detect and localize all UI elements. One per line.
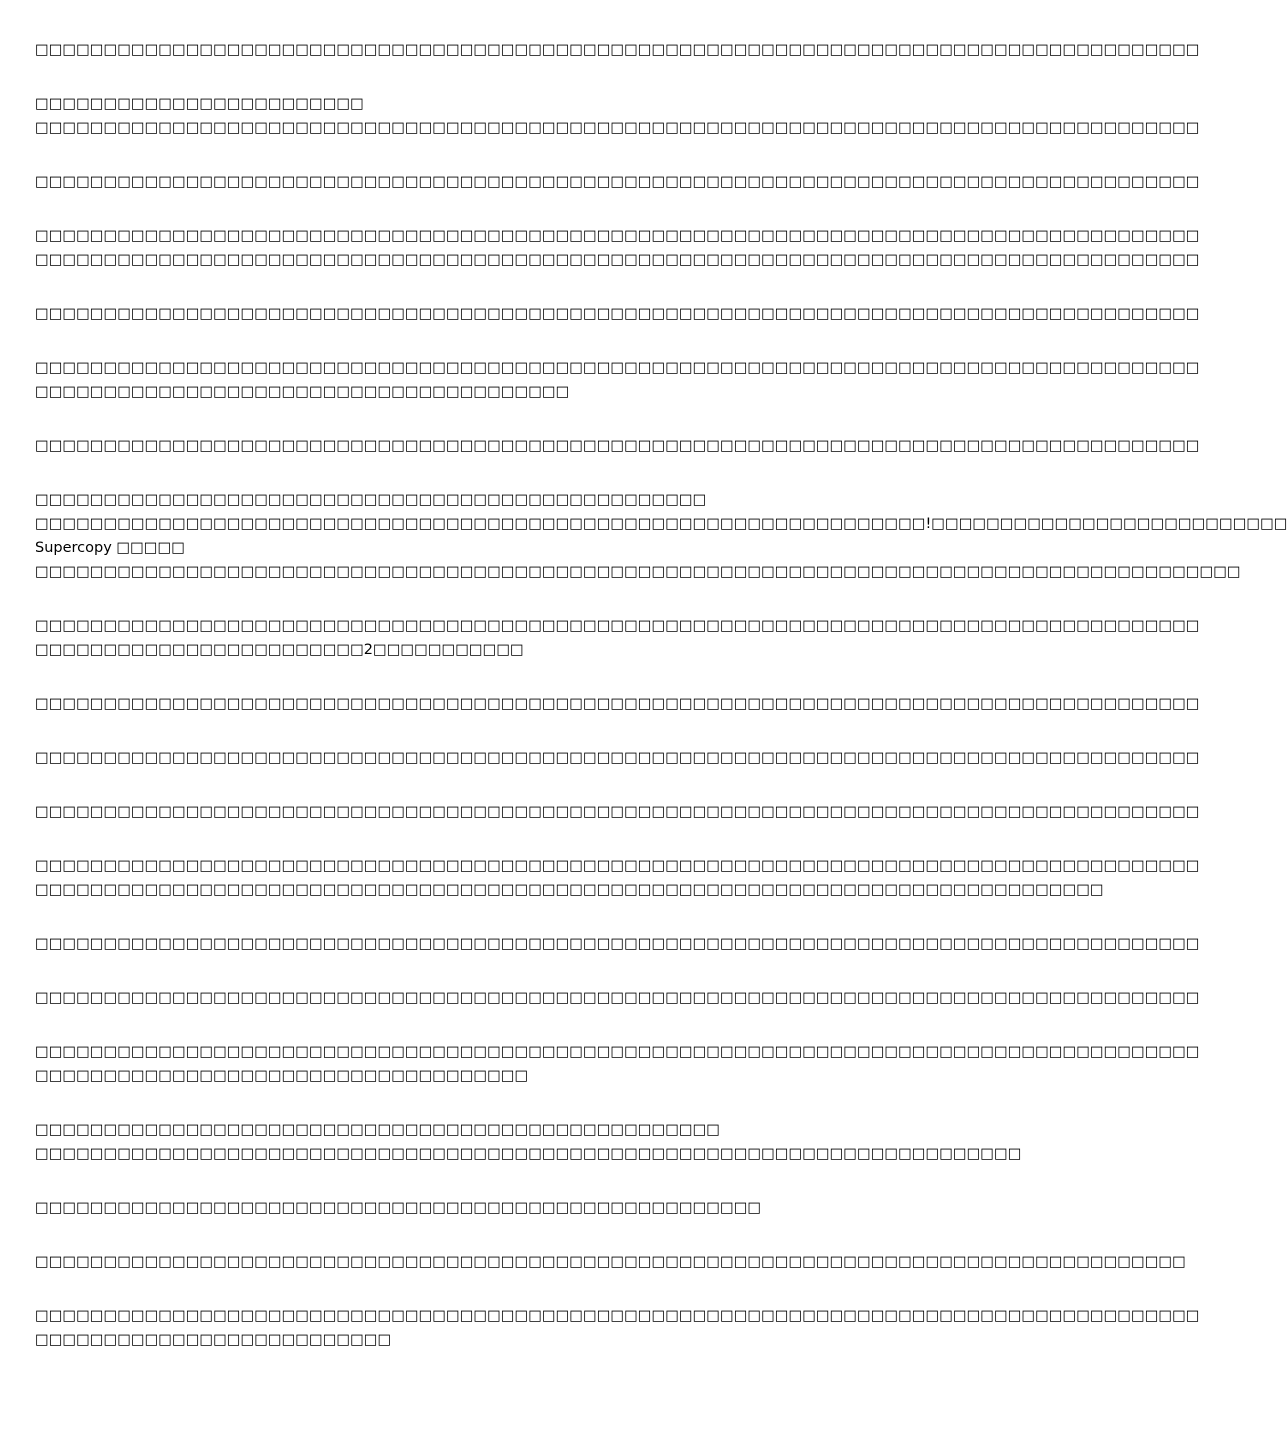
text-line: □□□□□□□□□□□□□□□□□□□□□□□□□□□□□□□□□□□□□□□ <box>35 384 570 400</box>
paragraph <box>35 746 1200 770</box>
text-line: □□□□□□□□□□□□□□□□□□□□□□□□□□□□□□□□□□□□□□□□□□□□□□□□□□□□□□□□□□□□□□□□□□□□□□□□□□□□□□□□□□□□□ <box>35 120 1200 136</box>
text-line: □□□□□□□□□□□□□□□□□□□□□□□□□□□□□□□□□□□□□□□□□□□□□□□□□□□□□□□□□□□□□□□□□□□□□□□□□□□□□□□□□□□□□ <box>35 252 1200 268</box>
text-line: □□□□□□□□□□□□□□□□□□□□□□□□□□□□□□□□□□□□□□□□□□□□□□□□□□□□□□□□□□□□□□□□□□□□□□□□□□□□□□□□□□□□□ <box>35 858 1200 874</box>
text-line: □□□□□□□□□□□□□□□□□□□□□□□□□□□□□□□□□□□□□□□□□□□□□□□□□ <box>35 492 707 508</box>
text-line: □□□□□□□□□□□□□□□□□□□□□□□□□□□□□□□□□□□□□□□□□□□□□□□□□□□□□□□□□□□□□□□□□□□□□□□□□□□□□□□□□□□□□ <box>35 750 1200 766</box>
text-line: □□□□□□□□□□□□□□□□□□□□□□□□□□□□□□□□□□□□□□□□□□□□□□□□□□□□□□□□□□□□□□□□□□□□□□□□□□□□□□□□□□□□□ <box>35 42 1200 58</box>
text-line: □□□□□□□□□□□□□□□□□□□□□□□□□□□□□□□□□□□□□□□□□□□□□□□□□□□□□□□□□□□□□□□□□□□□□□□□□□□□□□□□□□□□□ <box>35 360 1200 376</box>
paragraph <box>35 1304 1200 1352</box>
paragraph <box>35 302 1200 326</box>
text-line: □□□□□□□□□□□□□□□□□□□□□□□□□□□□□□□□□□□□□□□□□□□□□□□□□□□□□□□□□□□□□□□□□□□□□□□□ <box>35 1146 1022 1162</box>
paragraph <box>35 986 1200 1010</box>
text-line: □□□□□□□□□□□□□□□□□□□□□□□□□□□□□□□□□□□□□□□□□□□□□□□□□□□□□□□□□□□□□□□□□□□□□□□□□□□□□□□□□□□□□ <box>35 936 1200 952</box>
paragraph <box>35 488 1288 584</box>
text-line: □□□□□□□□□□□□□□□□□□□□□□□□□□□□□□□□□□□□□□□□□□□□□□□□□□□□□□□□□□□□□□□□□□□□□□□□□□□□□□□□□□□□□ <box>35 1308 1200 1324</box>
text-line: □□□□□□□□□□□□□□□□□□□□□□□□□□□□□□□□□□□□□□□□□□□□□□□□□□□□□□□□□□□□□□□□□□□□□□□□□□□□□□□□□□□□ <box>35 1254 1186 1270</box>
text-line: □□□□□□□□□□□□□□□□□□□□□□□□□□□□□□□□□□□□□□□□□□□□□□□□□□□□□□□□□□□□□□□□□□□□□□□□□□□□□□□□□□□□□□□□ <box>35 564 1241 580</box>
text-line: □□□□□□□□□□□□□□□□□□□□□□□□2□□□□□□□□□□□ <box>35 642 524 658</box>
paragraph <box>35 1040 1200 1088</box>
text-line: □□□□□□□□□□□□□□□□□□□□□□□□□□□□□□□□□□□□□□□□□□□□□□□□□□□□□□□□□□□□□□□□□!□□□□□□□□□□□□□□□□□□□□□□□□□□ <box>35 516 1288 532</box>
text-line: □□□□□□□□□□□□□□□□□□□□□□□□□□□□□□□□□□□□□□□□□□□□□□□□□□□□□ <box>35 1200 762 1216</box>
text-line: □□□□□□□□□□□□□□□□□□□□□□□□□□□□□□□□□□□□□□□□□□□□□□□□□□□□□□□□□□□□□□□□□□□□□□□□□□□□□□□□□□□□□ <box>35 174 1200 190</box>
text-line: □□□□□□□□□□□□□□□□□□□□□□□□□□□□□□□□□□□□ <box>35 1068 529 1084</box>
paragraph <box>35 692 1200 716</box>
paragraph <box>35 800 1200 824</box>
paragraph <box>35 224 1200 272</box>
text-line: □□□□□□□□□□□□□□□□□□□□□□□□□□ <box>35 1332 392 1348</box>
text-line: □□□□□□□□□□□□□□□□□□□□□□□□ <box>35 96 364 112</box>
paragraph <box>35 854 1200 902</box>
paragraph <box>35 932 1200 956</box>
text-line: □□□□□□□□□□□□□□□□□□□□□□□□□□□□□□□□□□□□□□□□□□□□□□□□□□□□□□□□□□□□□□□□□□□□□□□□□□□□□□□□□□□□□ <box>35 990 1200 1006</box>
paragraph <box>35 170 1200 194</box>
paragraph <box>35 1196 990 1220</box>
text-line: □□□□□□□□□□□□□□□□□□□□□□□□□□□□□□□□□□□□□□□□□□□□□□□□□□□□□□□□□□□□□□□□□□□□□□□□□□□□□□□□□□□□□ <box>35 438 1200 454</box>
text-line: □□□□□□□□□□□□□□□□□□□□□□□□□□□□□□□□□□□□□□□□□□□□□□□□□□□□□□□□□□□□□□□□□□□□□□□□□□□□□□□□□□□□□ <box>35 804 1200 820</box>
paragraph <box>35 356 1200 404</box>
text-line: □□□□□□□□□□□□□□□□□□□□□□□□□□□□□□□□□□□□□□□□□□□□□□□□□□□□□□□□□□□□□□□□□□□□□□□□□□□□□□□□□□□□□ <box>35 618 1200 634</box>
paragraph <box>35 38 1200 62</box>
text-line: □□□□□□□□□□□□□□□□□□□□□□□□□□□□□□□□□□□□□□□□□□□□□□□□□□□□□□□□□□□□□□□□□□□□□□□□□□□□□□□□□□□□□ <box>35 228 1200 244</box>
text-line: □□□□□□□□□□□□□□□□□□□□□□□□□□□□□□□□□□□□□□□□□□□□□□□□□□□□□□□□□□□□□□□□□□□□□□□□□□□□□□□□□□□□□ <box>35 696 1200 712</box>
document-body <box>35 38 1288 1382</box>
text-line: □□□□□□□□□□□□□□□□□□□□□□□□□□□□□□□□□□□□□□□□□□□□□□□□□□□□□□□□□□□□□□□□□□□□□□□□□□□□□□□□□□□□□ <box>35 306 1200 322</box>
text-line: □□□□□□□□□□□□□□□□□□□□□□□□□□□□□□□□□□□□□□□□□□□□□□□□□□□□□□□□□□□□□□□□□□□□□□□□□□□□□□□□□□□□□ <box>35 1044 1200 1060</box>
paragraph <box>35 1250 1186 1274</box>
paragraph <box>35 434 1200 458</box>
text-line: Supercopy □□□□□ <box>35 540 185 556</box>
text-line: □□□□□□□□□□□□□□□□□□□□□□□□□□□□□□□□□□□□□□□□□□□□□□□□□□□□□□□□□□□□□□□□□□□□□□□□□□□□□□ <box>35 882 1104 898</box>
paragraph <box>35 1118 1022 1166</box>
paragraph <box>35 92 1200 140</box>
text-line: □□□□□□□□□□□□□□□□□□□□□□□□□□□□□□□□□□□□□□□□□□□□□□□□□□ <box>35 1122 720 1138</box>
paragraph <box>35 614 1200 662</box>
